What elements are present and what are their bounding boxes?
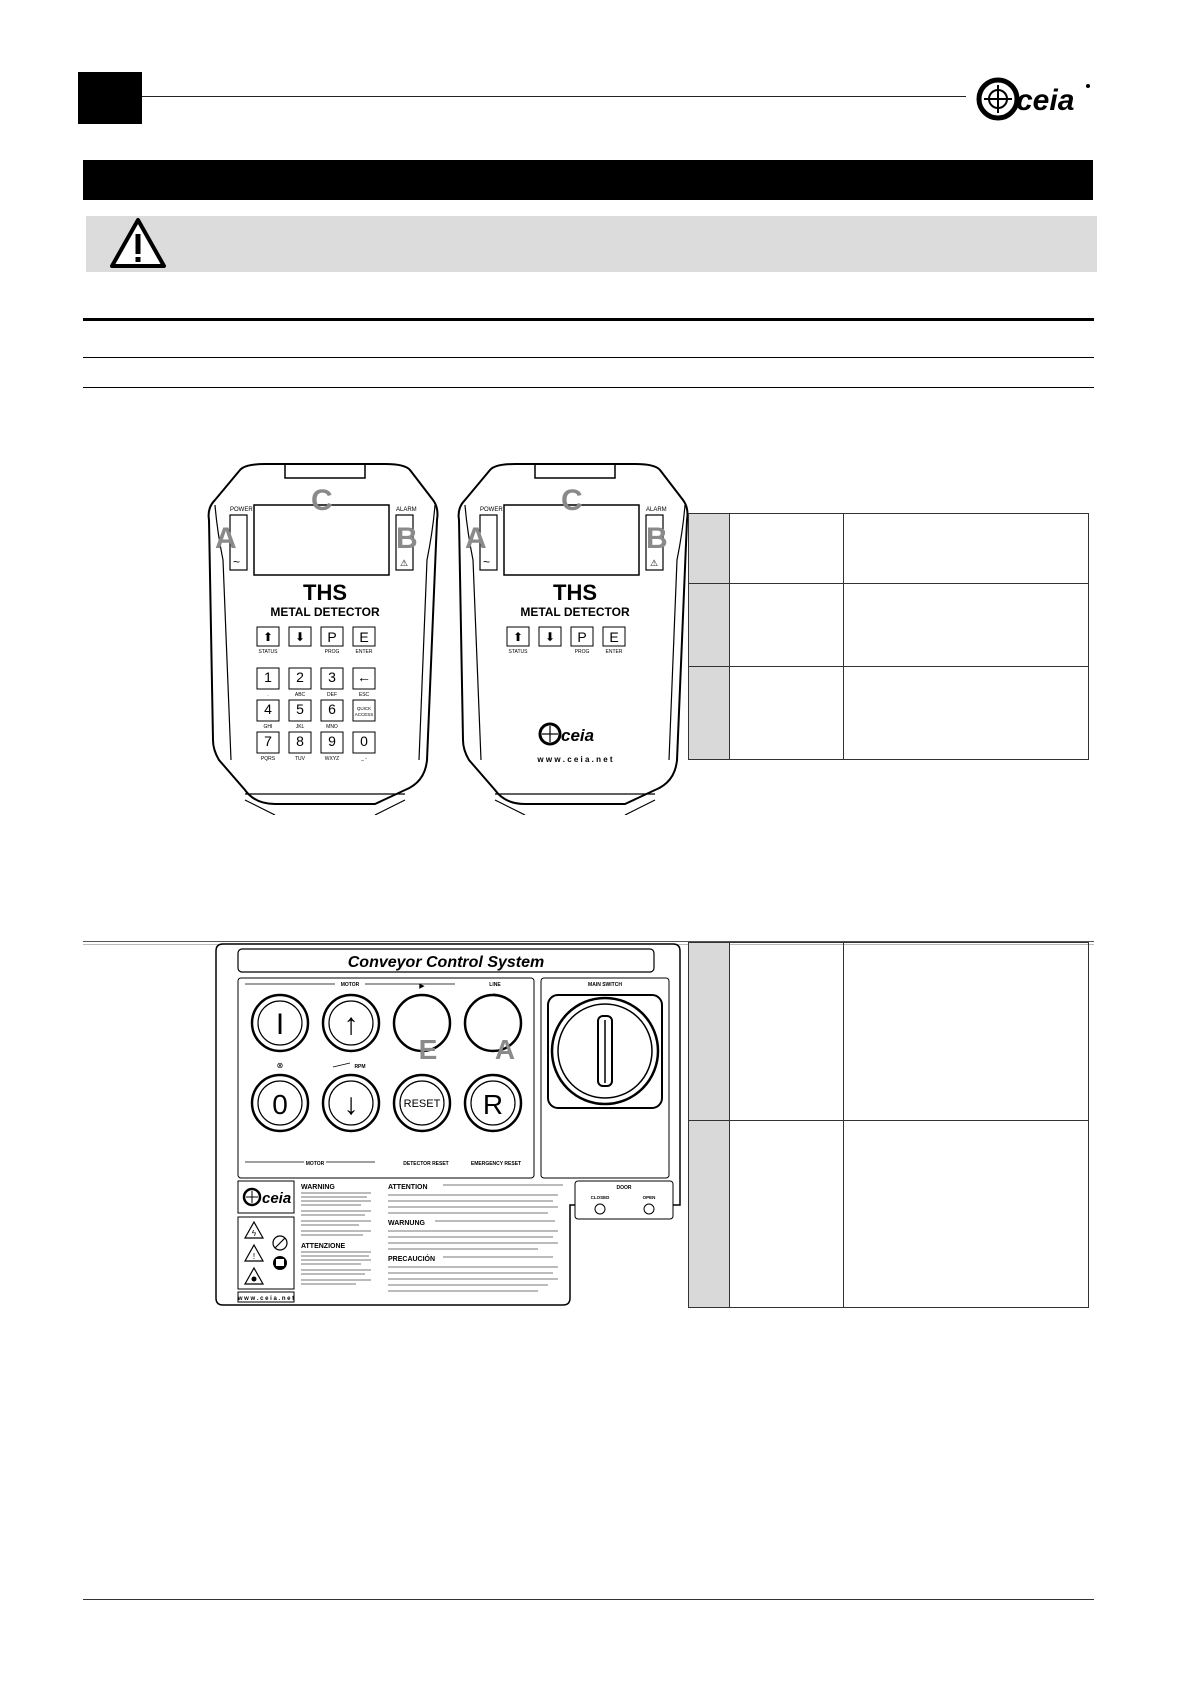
key-label: ENTER bbox=[355, 649, 373, 655]
key-label: STATUS bbox=[508, 649, 528, 655]
key-cell bbox=[689, 667, 730, 760]
key-cell bbox=[689, 943, 730, 1121]
keypad-key-main: 4 bbox=[264, 701, 272, 717]
ac-symbol: ~ bbox=[233, 555, 241, 569]
rule bbox=[83, 318, 1094, 321]
key-cell bbox=[689, 584, 730, 667]
callout-b: B bbox=[396, 522, 418, 555]
detector-reset-label: DETECTOR RESET bbox=[403, 1161, 449, 1167]
keypad-key-sub: PQRS bbox=[260, 756, 276, 762]
model-subtitle: METAL DETECTOR bbox=[520, 605, 630, 619]
callout-b: B bbox=[646, 522, 668, 555]
key-glyph: ⬇ bbox=[544, 630, 556, 644]
svg-text:!: ! bbox=[252, 1252, 256, 1261]
logo-wordmark: ceia bbox=[1016, 84, 1075, 117]
logo-wordmark: ceia bbox=[262, 1190, 292, 1207]
start-button[interactable] bbox=[252, 995, 308, 1051]
model-subtitle: METAL DETECTOR bbox=[270, 605, 380, 619]
alarm-triangle-icon: ⚠ bbox=[650, 558, 659, 568]
attenzione-heading: ATTENZIONE bbox=[301, 1243, 346, 1250]
precaucion-heading: PRECAUCIÓN bbox=[388, 1256, 436, 1263]
down-button[interactable] bbox=[323, 1075, 379, 1131]
main-switch-label: MAIN SWITCH bbox=[588, 982, 622, 988]
callout-c: C bbox=[561, 484, 583, 517]
model-name: THS bbox=[553, 580, 597, 605]
line-label: LINE bbox=[489, 982, 501, 988]
keypad-key-sub: ESC bbox=[358, 692, 370, 698]
power-label: POWER bbox=[230, 507, 253, 513]
chapter-marker bbox=[78, 72, 142, 124]
key-glyph: P bbox=[327, 629, 337, 645]
emergency-reset-button[interactable] bbox=[465, 1075, 521, 1131]
attention-heading: ATTENTION bbox=[388, 1184, 428, 1191]
no-access-icon bbox=[273, 1236, 287, 1250]
up-button[interactable] bbox=[323, 995, 379, 1051]
keypad-key-main: 0 bbox=[360, 733, 368, 749]
keypad-key-main: 7 bbox=[264, 733, 272, 749]
keypad-key-sub: DEF bbox=[327, 692, 337, 698]
logo-wordmark: ceia bbox=[561, 726, 595, 745]
stop-symbol: ⊗ bbox=[276, 1061, 284, 1070]
key-glyph: E bbox=[609, 629, 619, 645]
door-closed-label: CLOSED bbox=[590, 1195, 610, 1200]
keypad-key-main: QUICK bbox=[356, 706, 372, 711]
key-glyph: P bbox=[577, 629, 587, 645]
keypad-key-main: 6 bbox=[328, 701, 336, 717]
main-switch-knob[interactable] bbox=[548, 995, 662, 1108]
section-title-bar bbox=[83, 160, 1093, 200]
warnung-heading: WARNUNG bbox=[388, 1220, 425, 1227]
stop-button[interactable] bbox=[252, 1075, 308, 1131]
remote-unit-plain bbox=[455, 460, 695, 815]
keypad-key-sub: MNO bbox=[326, 724, 338, 730]
button-glyph: ↓ bbox=[343, 1088, 359, 1121]
remote-unit-keypad bbox=[205, 460, 445, 815]
keypad-key-main: ← bbox=[357, 669, 371, 685]
door-label: DOOR bbox=[616, 1185, 632, 1191]
key-label: PROG bbox=[574, 649, 590, 655]
power-label: POWER bbox=[480, 507, 503, 513]
key-glyph: ⬆ bbox=[512, 630, 524, 644]
warning-triangle-icon bbox=[108, 216, 168, 270]
rpm-label: RPM bbox=[354, 1064, 366, 1070]
keypad-key-main: 9 bbox=[328, 733, 336, 749]
conveyor-control-panel bbox=[215, 943, 681, 1308]
door-open-label: OPEN bbox=[642, 1195, 656, 1200]
key-label: STATUS bbox=[258, 649, 278, 655]
detector-reset-button[interactable] bbox=[394, 1075, 450, 1131]
name-cell bbox=[730, 514, 844, 584]
motor-label: MOTOR bbox=[340, 982, 360, 988]
button-glyph: 0 bbox=[272, 1089, 288, 1120]
callout-e: E bbox=[418, 1034, 438, 1065]
safety-symbols-box bbox=[238, 1217, 294, 1289]
callout-a: A bbox=[215, 522, 237, 555]
key-glyph: ⬆ bbox=[262, 630, 274, 644]
header-rule bbox=[142, 96, 966, 97]
panel-title: Conveyor Control System bbox=[347, 954, 545, 971]
key-label: PROG bbox=[324, 649, 340, 655]
model-name: THS bbox=[303, 580, 347, 605]
description-cell bbox=[844, 514, 1089, 584]
emergency-reset-label: EMERGENCY RESET bbox=[470, 1161, 522, 1167]
key-glyph: E bbox=[359, 629, 369, 645]
callout-c: C bbox=[311, 484, 333, 517]
description-cell bbox=[844, 943, 1089, 1121]
keypad-key-main: 8 bbox=[296, 733, 304, 749]
name-cell bbox=[730, 584, 844, 667]
description-cell bbox=[844, 667, 1089, 760]
name-cell bbox=[730, 943, 844, 1121]
keypad-key-sub: ACCESS bbox=[354, 712, 374, 717]
alarm-label: ALARM bbox=[396, 507, 417, 513]
rule bbox=[83, 387, 1094, 388]
keypad-key-main: 1 bbox=[264, 669, 272, 685]
key-cell bbox=[689, 1121, 730, 1308]
door-open-lamp bbox=[644, 1204, 654, 1214]
keypad-key-sub: . bbox=[267, 692, 269, 698]
keypad-key-main: 2 bbox=[296, 669, 304, 685]
key-label: ENTER bbox=[605, 649, 623, 655]
button-glyph: R bbox=[482, 1089, 504, 1120]
read-manual-icon bbox=[273, 1256, 287, 1270]
button-glyph: RESET bbox=[403, 1098, 441, 1110]
button-glyph: I bbox=[275, 1008, 285, 1041]
alarm-label: ALARM bbox=[646, 507, 667, 513]
keypad-key-main: 5 bbox=[296, 701, 304, 717]
keypad-key-sub: JKL bbox=[295, 724, 305, 730]
website-url: w w w . c e i a . n e t bbox=[537, 755, 613, 764]
keypad-key-sub: WXYZ bbox=[324, 756, 340, 762]
website-url: w w w . c e i a . n e t bbox=[237, 1296, 295, 1302]
footer-rule bbox=[83, 1599, 1094, 1600]
ceia-logo bbox=[976, 74, 1094, 124]
name-cell bbox=[730, 1121, 844, 1308]
callout-a: A bbox=[465, 522, 487, 555]
keypad-key-sub: TUV bbox=[295, 756, 305, 762]
key-glyph: ⬇ bbox=[294, 630, 306, 644]
callout-a: A bbox=[494, 1034, 516, 1065]
motor-bottom-label: MOTOR bbox=[305, 1161, 325, 1167]
label-table-remote bbox=[688, 513, 1089, 760]
warning-box bbox=[86, 216, 1097, 272]
description-cell bbox=[844, 584, 1089, 667]
ac-symbol: ~ bbox=[483, 555, 491, 569]
play-symbol: ▶ bbox=[419, 983, 425, 990]
keypad-key-main: 3 bbox=[328, 669, 336, 685]
door-closed-lamp bbox=[595, 1204, 605, 1214]
warning-heading: WARNING bbox=[301, 1184, 335, 1191]
button-glyph: ↑ bbox=[343, 1008, 359, 1041]
name-cell bbox=[730, 667, 844, 760]
keypad-key-sub: GHI bbox=[263, 724, 273, 730]
rule bbox=[83, 357, 1094, 358]
description-cell bbox=[844, 1121, 1089, 1308]
label-table-conveyor bbox=[688, 942, 1089, 1308]
keypad-key-sub: ABC bbox=[294, 692, 306, 698]
key-cell bbox=[689, 514, 730, 584]
alarm-triangle-icon: ⚠ bbox=[400, 558, 409, 568]
keypad-key-sub: _ - bbox=[361, 756, 367, 762]
svg-text:ϟ: ϟ bbox=[251, 1229, 257, 1238]
